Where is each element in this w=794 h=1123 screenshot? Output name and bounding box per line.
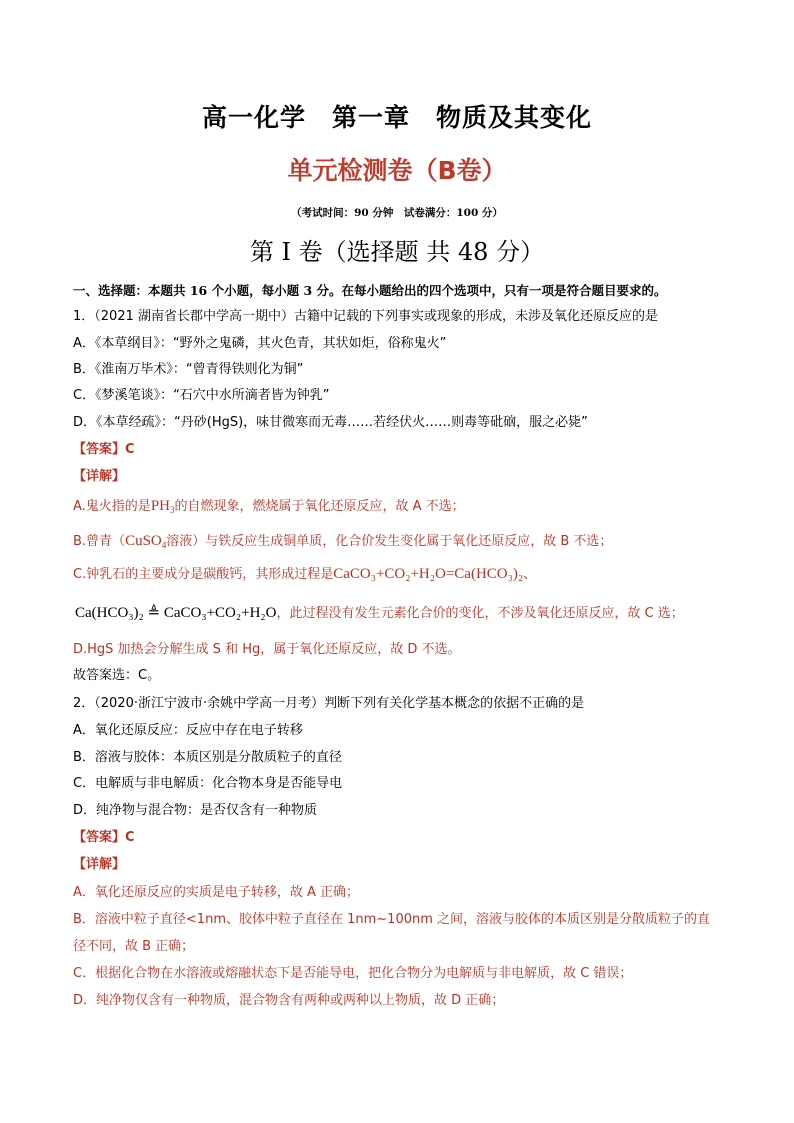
q2-detail-label: 【详解】 — [73, 857, 126, 872]
q2-explain-a: A．氧化还原反应的实质是电子转移，故 A 正确； — [73, 885, 360, 900]
exam-info: （考试时间：90 分钟 试卷满分：100 分） — [291, 207, 503, 219]
q2-explain-b-line1: B．溶液中粒子直径<1nm、胶体中粒子直径在 1nm~100nm 之间，溶液与胶体的本质区别是分散质粒子的直 — [73, 912, 711, 927]
q2-explain-c: C．根据化合物在水溶液或熔融状态下是否能导电，把化合物分为电解质与非电解质，故 C 错误； — [73, 966, 633, 981]
q2-option-d: D．纯净物与混合物：是否仅含有一种物质 — [73, 803, 318, 818]
q1-explain-c-line1: C.钟乳石的主要成分是碳酸钙，其形成过程是CaCO₃+CO₂+H₂O=Ca(HCO₃)₂、 — [73, 566, 537, 582]
q1-option-c: C．《梦溪笔谈》：“石穴中水所滴者皆为钟乳” — [73, 388, 330, 403]
q1-stem: 1．（2021 湖南省长郡中学高一期中）古籍中记载的下列事实或现象的形成，未涉及氧化还原反应的是 — [73, 309, 658, 324]
q1-explain-a: A.鬼火指的是$PH_3$的自燃现象，燃烧属于氧化还原反应，故 A 不选； — [73, 498, 465, 515]
q2-explain-d: D．纯净物仅含有一种物质，混合物含有两种或两种以上物质，故 D 正确； — [73, 993, 505, 1008]
q1-conclusion: 故答案选：C。 — [73, 668, 161, 683]
q2-explain-b-line2: 径不同，故 B 正确； — [73, 939, 195, 954]
q2-option-b: B．溶液与胶体：本质区别是分散质粒子的直径 — [73, 750, 342, 765]
section-title: 第 I 卷（选择题 共 48 分） — [249, 238, 545, 266]
q1-answer: 【答案】C — [73, 442, 135, 457]
q1-explain-b: B.曾青（CuSO$_4$溶液）与铁反应生成铜单质，化合价发生变化属于氧化还原反应，故 B 不选； — [73, 533, 613, 550]
document-title: 高一化学 第一章 物质及其变化 — [201, 103, 592, 132]
q1-explain-d: D.HgS 加热会分解生成 S 和 Hg，属于氧化还原反应，故 D 不选。 — [73, 642, 461, 657]
equation-2: Ca(HCO₃)₂ ≜ CaCO₃+CO₂+H₂O — [75, 605, 277, 621]
q2-option-a: A．氧化还原反应：反应中存在电子转移 — [73, 723, 303, 738]
q2-option-c: C．电解质与非电解质：化合物本身是否能导电 — [73, 776, 343, 791]
q1-explain-c-line2: Ca(HCO₃)₂ ≜ CaCO₃+CO₂+H₂O，此过程没有发生元素化合价的变化，不涉及氧化还原反应，故 C 选； — [75, 605, 684, 621]
q1-detail-label: 【详解】 — [73, 469, 126, 484]
instructions: 一、选择题：本题共 16 个小题，每小题 3 分。在每小题给出的四个选项中，只有一项是符合题目要求的。 — [73, 283, 667, 298]
q1-option-a: A．《本草纲目》：“野外之鬼磷，其火色青，其状如炬，俗称鬼火” — [73, 336, 447, 351]
document-subtitle: 单元检测卷（B卷） — [287, 156, 507, 185]
equation-1: CaCO₃+CO₂+H₂O=Ca(HCO₃)₂ — [333, 566, 524, 582]
q1-option-b: B．《淮南万毕术》：“曾青得铁则化为铜” — [73, 362, 304, 377]
q2-answer: 【答案】C — [73, 830, 135, 845]
q2-stem: 2．（2020·浙江宁波市·余姚中学高一月考）判断下列有关化学基本概念的依据不正确的是 — [73, 696, 585, 711]
q1-option-d: D．《本草经疏》：“丹砂(HgS)，味甘微寒而无毒……若经伏火……则毒等砒硇，服之必毙” — [73, 415, 588, 430]
